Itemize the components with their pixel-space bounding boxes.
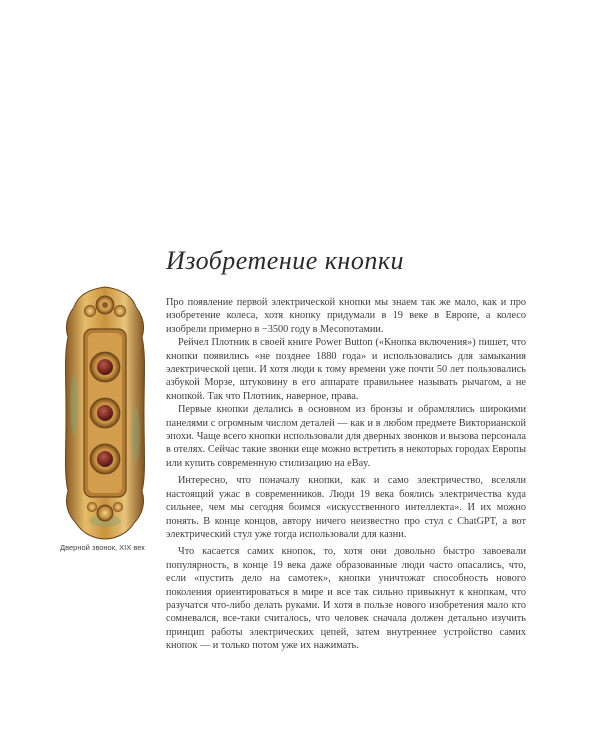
article-body: [166, 296, 526, 653]
page-title: Изобретение кнопки: [166, 246, 404, 275]
paragraph: Что касается самих кнопок, то, хотя они довольно быстро завоевали популярность, в конце 19 века даже образованные люди часто опасались, что, если «пустить дело на самотек», кнопки уничтожат способность нового поколения ориентироваться в мире и все так сильно привыкнут к кнопкам, что разучатся что-либо делать руками. И хотя в пользе нового изобретения мало кто сомневался, все-таки считалось, что человек сначала должен детально изучить принцип работы электрических цепей, затем внутреннее устройство самих кнопок — и только потом уже их нажимать.: [166, 546, 526, 652]
figure-caption: Дверной звонок, XIX век: [60, 543, 145, 552]
doorbell-plate-illustration: [60, 285, 150, 541]
paragraph: Первые кнопки делались в основном из бронзы и обрамлялись широкими панелями с огромным числом деталей — как и в любом предмете Викторианской эпохи. Чаще всего кнопки использовали для дверных звонков и вызова персонала в отелях. Сейчас такие звонки еще можно встретить в некоторых городах Европы или купить современную стилизацию на eBay.: [166, 404, 526, 469]
paragraph: Про появление первой электрической кнопки мы знаем так же мало, как и про изобретение колеса, хотя кнопку придумали в 19 веке в Европе, а колесо изобрели примерно в −3500 году в Месопотамии.: [166, 297, 526, 335]
paragraph: Рейчел Плотник в своей книге Power Button («Кнопка включения») пишет, что кнопки появились «не позднее 1880 года» и использовались для замыкания электрической цепи. И хотя люди к тому времени уже почти 50 лет пользовались азбукой Морзе, штуковину в его аппарате правильнее называть рычагом, а не кнопкой. Так что Плотник, наверное, права.: [166, 337, 526, 402]
paragraph: Интересно, что поначалу кнопки, как и само электричество, вселяли настоящий ужас в современников. Люди 19 века боялись электричества куда сильнее, чем мы сегодня боимся «искусственного интеллекта». И их можно понять. В конце концов, автору ничего неизвестно про стул с ChatGPT, а вот электрический стул уже тогда использовали для казни.: [166, 475, 526, 540]
doorbell-figure: [60, 285, 150, 541]
